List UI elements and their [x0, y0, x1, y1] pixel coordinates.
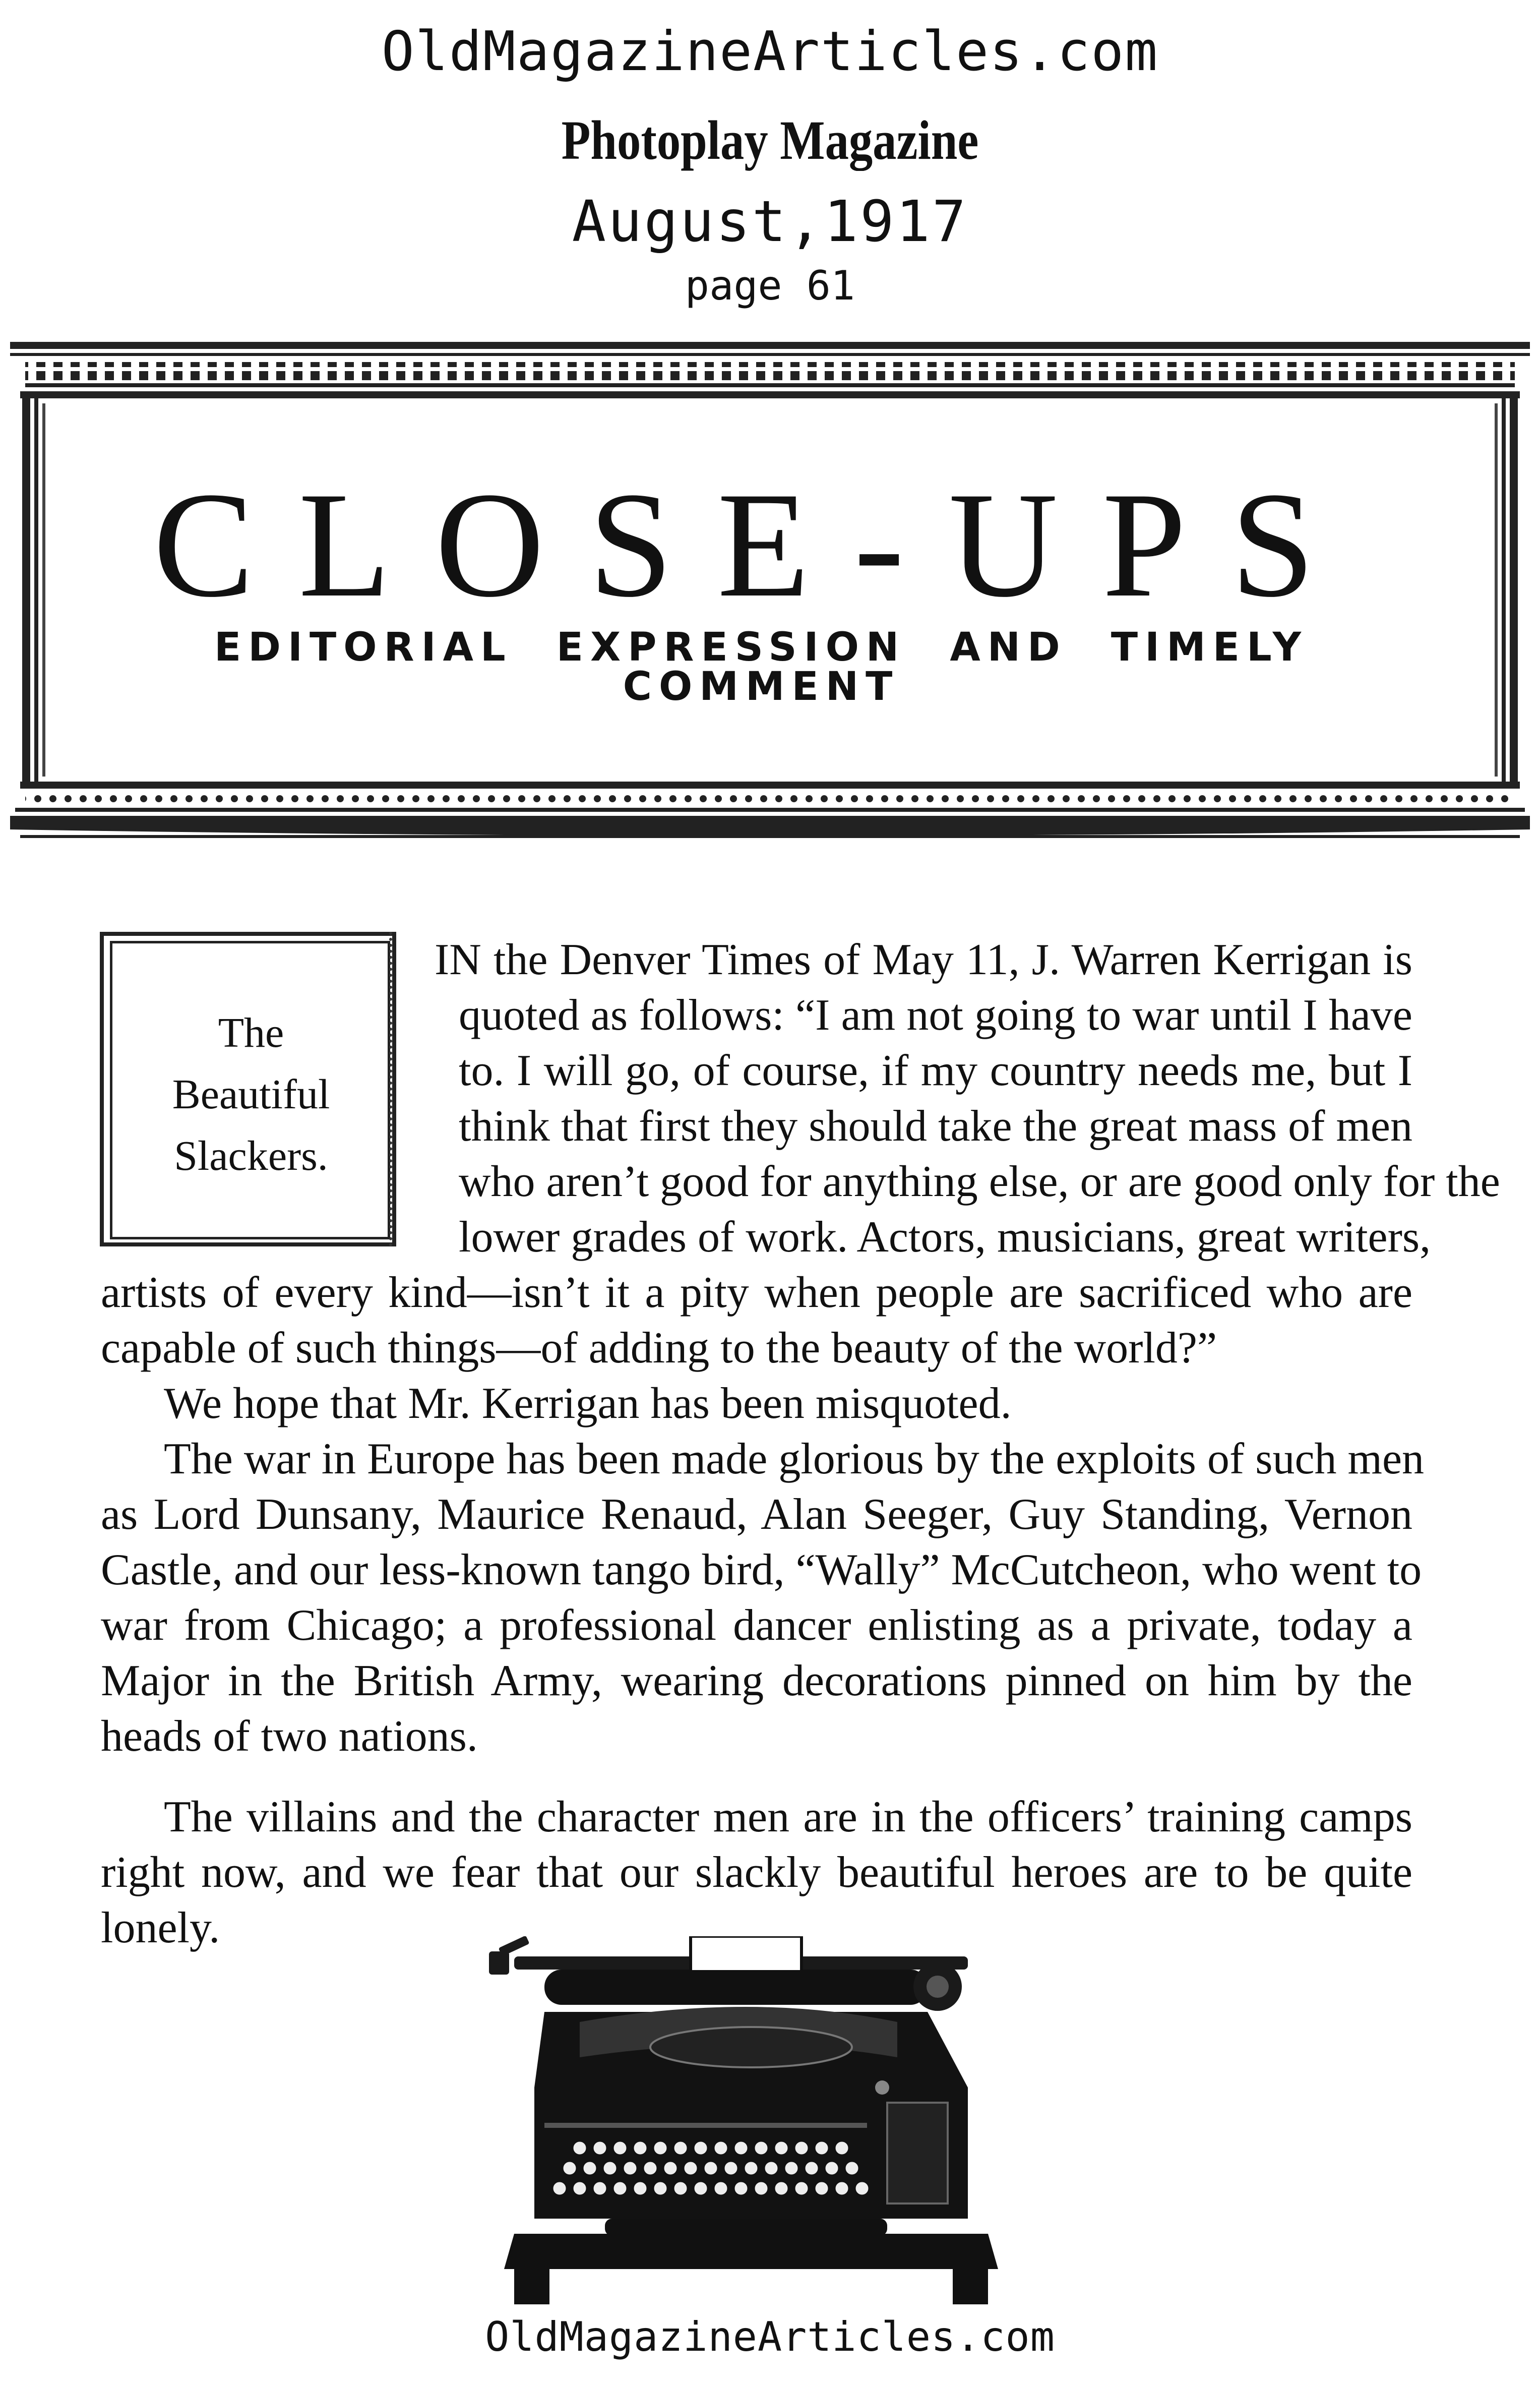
box-label-line: Beautiful [172, 1071, 330, 1118]
typewriter-illustration [484, 1936, 1018, 2309]
site-watermark-bottom: OldMagazineArticles.com [485, 2313, 1055, 2360]
article-line: to. I will go, of course, if my country needs me, but I [459, 1046, 1412, 1095]
article-line: artists of every kind—isn’t it a pity when people are sacrificed who are [101, 1268, 1412, 1317]
box-label-line: The [218, 1009, 284, 1056]
sidebar-title-box [100, 932, 392, 1244]
article-line: as Lord Dunsany, Maurice Renaud, Alan Seeger, Guy Standing, Vernon [101, 1490, 1412, 1539]
box-label-line: Slackers. [174, 1133, 328, 1179]
section-subtitle: EDITORIAL EXPRESSION AND TIMELY COMMENT [214, 625, 1309, 709]
article-line: The villains and the character men are in the officers’ training camps [164, 1793, 1412, 1841]
article-line: think that first they should take the great mass of men [459, 1102, 1412, 1151]
site-watermark-top: OldMagazineArticles.com [381, 20, 1159, 83]
section-title: CLOSE-UPS [153, 461, 1360, 628]
article-line: who aren’t good for anything else, or are good only for the [459, 1157, 1500, 1206]
article-line: We hope that Mr. Kerrigan has been misquoted. [164, 1379, 1012, 1428]
box-dotted-edge [389, 932, 397, 1246]
article-line: war from Chicago; a professional dancer enlisting as a private, today a [101, 1601, 1412, 1650]
article-line: The war in Europe has been made glorious by the exploits of such men [164, 1435, 1425, 1483]
article-line: lower grades of work. Actors, musicians, great writers, [459, 1213, 1431, 1262]
page-number: page 61 [685, 262, 855, 309]
issue-date: August,1917 [572, 189, 968, 255]
magazine-title: Photoplay Magazine [561, 109, 979, 171]
box-label [115, 1002, 387, 1187]
article-line: Castle, and our less-known tango bird, “Wally” McCutcheon, who went to [101, 1545, 1422, 1594]
article-line: Major in the British Army, wearing decorations pinned on him by the [101, 1656, 1412, 1705]
article-line: capable of such things—of adding to the beauty of the world?” [101, 1324, 1217, 1373]
article-line: IN the Denver Times of May 11, J. Warren Kerrigan is [435, 935, 1412, 984]
article-line: lonely. [101, 1903, 220, 1952]
article-line: right now, and we fear that our slackly beautiful heroes are to be quite [101, 1848, 1412, 1897]
article-line: quoted as follows: “I am not going to war until I have [459, 991, 1412, 1040]
article-line: heads of two nations. [101, 1712, 478, 1761]
